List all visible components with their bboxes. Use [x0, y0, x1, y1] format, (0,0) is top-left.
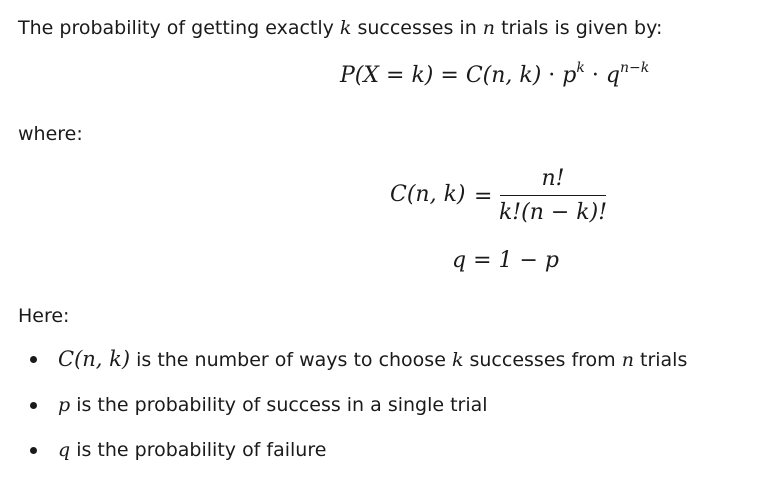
combination-fraction	[498, 162, 608, 232]
bullet-2-symbol: p	[58, 394, 71, 416]
intro-sentence	[18, 16, 662, 40]
intro-text-before: The probability of getting exactly	[18, 17, 340, 39]
formula-dot-1: ·	[541, 63, 563, 88]
bullet-3-text: is the probability of failure	[70, 439, 327, 461]
formula-equals: =	[433, 63, 466, 88]
formula-lhs: P(X = k)	[340, 63, 434, 88]
formula-p-exponent: k	[576, 60, 585, 76]
bullet-1-text-3: trials	[633, 349, 688, 371]
intro-text-after: trials is given by:	[495, 17, 663, 39]
list-item-text	[58, 347, 687, 372]
here-label: Here:	[18, 305, 70, 327]
intro-var-n: n	[482, 17, 496, 39]
binomial-formula	[340, 62, 649, 90]
q-formula: q = 1 − p	[452, 248, 560, 273]
bullet-1-symbol: C(n, k)	[58, 347, 131, 371]
bullet-1-symbol-n: n	[621, 349, 634, 371]
formula-dot-2: ·	[584, 63, 606, 88]
bullet-dot	[30, 447, 37, 454]
intro-var-k: k	[339, 17, 352, 39]
list-item-text	[58, 438, 326, 462]
fraction-bar	[500, 195, 606, 196]
list-item-text	[58, 393, 488, 417]
formula-q: q	[605, 63, 620, 88]
bullet-3-symbol: q	[58, 439, 71, 461]
bullet-dot	[30, 402, 37, 409]
fraction-numerator: n!	[541, 166, 565, 191]
formula-p: p	[562, 63, 577, 88]
bullet-1-text-2: successes from	[463, 349, 622, 371]
combination-lhs-expr: C(n, k)	[390, 182, 466, 207]
bullet-2-text: is the probability of success in a single trial	[70, 394, 488, 416]
bullet-1-symbol-k: k	[451, 349, 464, 371]
formula-q-exponent: n−k	[619, 60, 650, 76]
combination-equals: =	[474, 184, 493, 209]
formula-combination: C(n, k)	[465, 63, 542, 88]
intro-text-mid: successes in	[351, 17, 483, 39]
fraction-denominator: k!(n − k)!	[498, 200, 608, 225]
bullet-dot	[30, 356, 37, 363]
bullet-1-text-1: is the number of ways to choose	[130, 349, 452, 371]
combination-lhs	[390, 181, 466, 209]
where-label: where:	[18, 123, 83, 145]
